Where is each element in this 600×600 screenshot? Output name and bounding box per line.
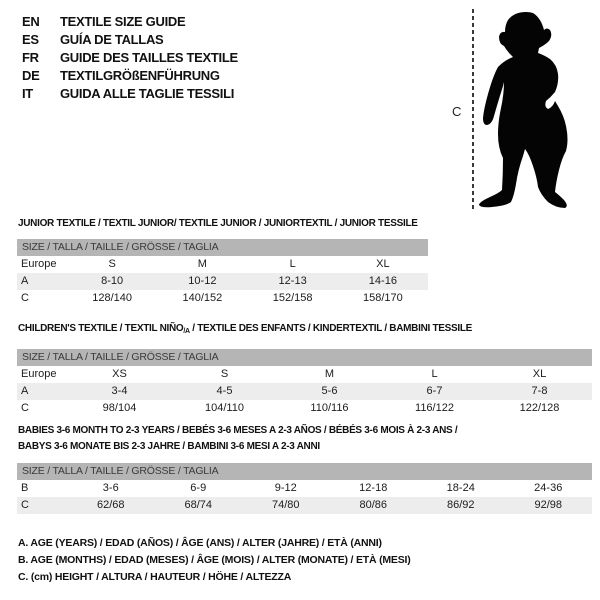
size-cell: XL [532, 368, 547, 380]
size-cell: 140/152 [182, 292, 223, 304]
babies-size-table [17, 463, 592, 514]
row-label: B [21, 482, 29, 494]
children-size-table [17, 349, 592, 417]
size-cell: 3-4 [111, 385, 128, 397]
size-cell: 152/158 [272, 292, 313, 304]
row-label: C [21, 292, 29, 304]
size-cell: 80/86 [359, 499, 388, 511]
table-row-age [17, 273, 428, 290]
table-row-height [17, 400, 592, 417]
children-title-suffix: / TEXTILE DES ENFANTS / KINDERTEXTIL / BAMBINI TESSILE [189, 323, 473, 334]
babies-title-line2: BABYS 3-6 MONATE BIS 2-3 JAHRE / BAMBINI 3-6 MESI A 2-3 ANNI [18, 441, 320, 452]
table-row-age [17, 383, 592, 400]
size-header-bar: SIZE / TALLA / TAILLE / GRÖSSE / TAGLIA [17, 463, 592, 480]
size-cell: 92/98 [534, 499, 563, 511]
size-cell: 18-24 [446, 482, 475, 494]
size-cell: 6-9 [190, 482, 207, 494]
row-label: C [21, 499, 29, 511]
language-label: TEXTILE SIZE GUIDE [60, 14, 186, 29]
language-code: FR [22, 50, 39, 65]
junior-table-title: JUNIOR TEXTILE / TEXTIL JUNIOR/ TEXTILE JUNIOR / JUNIORTEXTIL / JUNIOR TESSILE [18, 218, 418, 229]
language-row-fr [22, 49, 238, 67]
size-cell: 14-16 [368, 275, 397, 287]
height-measure-label: C [452, 104, 462, 119]
size-cell: 12-18 [359, 482, 388, 494]
language-row-es [22, 31, 238, 49]
size-cell: 62/68 [96, 499, 125, 511]
babies-title-line1: BABIES 3-6 MONTH TO 2-3 YEARS / BEBÉS 3-6 MESES A 2-3 AÑOS / BÉBÉS 3-6 MOIS À 2-3 ANS / [18, 425, 458, 436]
size-cell: L [431, 368, 438, 380]
row-label: A [21, 385, 29, 397]
language-label: GUÍA DE TALLAS [60, 32, 164, 47]
size-cell: 68/74 [184, 499, 213, 511]
size-cell: 7-8 [531, 385, 548, 397]
footnote-a: A. AGE (YEARS) / EDAD (AÑOS) / ÂGE (ANS) / ALTER (JAHRE) / ETÀ (ANNI) [18, 537, 382, 549]
size-cell: 86/92 [446, 499, 475, 511]
size-cell: 5-6 [321, 385, 338, 397]
size-cell: 9-12 [274, 482, 297, 494]
table-row-age-months [17, 480, 592, 497]
language-code: ES [22, 32, 39, 47]
table-row-height [17, 497, 592, 514]
row-label: Europe [21, 368, 57, 380]
size-cell: 116/122 [415, 402, 454, 414]
size-cell: L [289, 258, 296, 270]
language-row-en [22, 13, 238, 31]
footnote-c: C. (cm) HEIGHT / ALTURA / HAUTEUR / HÖHE / ALTEZZA [18, 571, 292, 583]
row-label: A [21, 275, 29, 287]
footnotes [18, 535, 411, 586]
size-cell: 122/128 [519, 402, 560, 414]
language-label: GUIDA ALLE TAGLIE TESSILI [60, 86, 235, 101]
language-label: TEXTILGRÖßENFÜHRUNG [60, 68, 220, 83]
toddler-silhouette-icon [478, 6, 600, 212]
size-header-bar: SIZE / TALLA / TAILLE / GRÖSSE / TAGLIA [17, 239, 428, 256]
size-cell: 24-36 [534, 482, 563, 494]
table-row-europe [17, 256, 428, 273]
size-cell: 110/116 [310, 402, 349, 414]
language-row-it [22, 85, 238, 103]
size-cell: XS [112, 368, 127, 380]
children-title-subscript: /A [183, 328, 190, 335]
babies-table-title [18, 423, 457, 455]
language-code: EN [22, 14, 40, 29]
footnote-b: B. AGE (MONTHS) / EDAD (MESES) / ÂGE (MOIS) / ALTER (MONATE) / ETÀ (MESI) [18, 554, 411, 566]
size-cell: S [220, 368, 229, 380]
size-header-bar: SIZE / TALLA / TAILLE / GRÖSSE / TAGLIA [17, 349, 592, 366]
size-cell: 3-6 [102, 482, 119, 494]
size-cell: 158/170 [362, 292, 403, 304]
size-cell: 6-7 [426, 385, 443, 397]
size-cell: 128/140 [92, 292, 132, 304]
children-table-title [18, 322, 472, 336]
table-row-europe [17, 366, 592, 383]
size-cell: 8-10 [101, 275, 124, 287]
size-cell: XL [376, 258, 390, 270]
language-code: IT [22, 86, 33, 101]
row-label: Europe [21, 258, 57, 270]
junior-size-table [17, 239, 428, 307]
language-legend [22, 13, 238, 103]
size-cell: M [324, 368, 335, 380]
size-cell: 4-5 [216, 385, 233, 397]
size-cell: 104/110 [205, 402, 244, 414]
size-cell: 98/104 [102, 402, 137, 414]
table-row-height [17, 290, 428, 307]
language-label: GUIDE DES TAILLES TEXTILE [60, 50, 238, 65]
size-cell: M [197, 258, 207, 270]
size-cell: 12-13 [278, 275, 307, 287]
language-code: DE [22, 68, 40, 83]
row-label: C [21, 402, 29, 414]
size-cell: 10-12 [188, 275, 217, 287]
height-dashed-line [472, 9, 474, 211]
size-cell: S [108, 258, 116, 270]
children-title-prefix: CHILDREN'S TEXTILE / TEXTIL NIÑO [18, 323, 184, 334]
language-row-de [22, 67, 238, 85]
size-cell: 74/80 [271, 499, 300, 511]
